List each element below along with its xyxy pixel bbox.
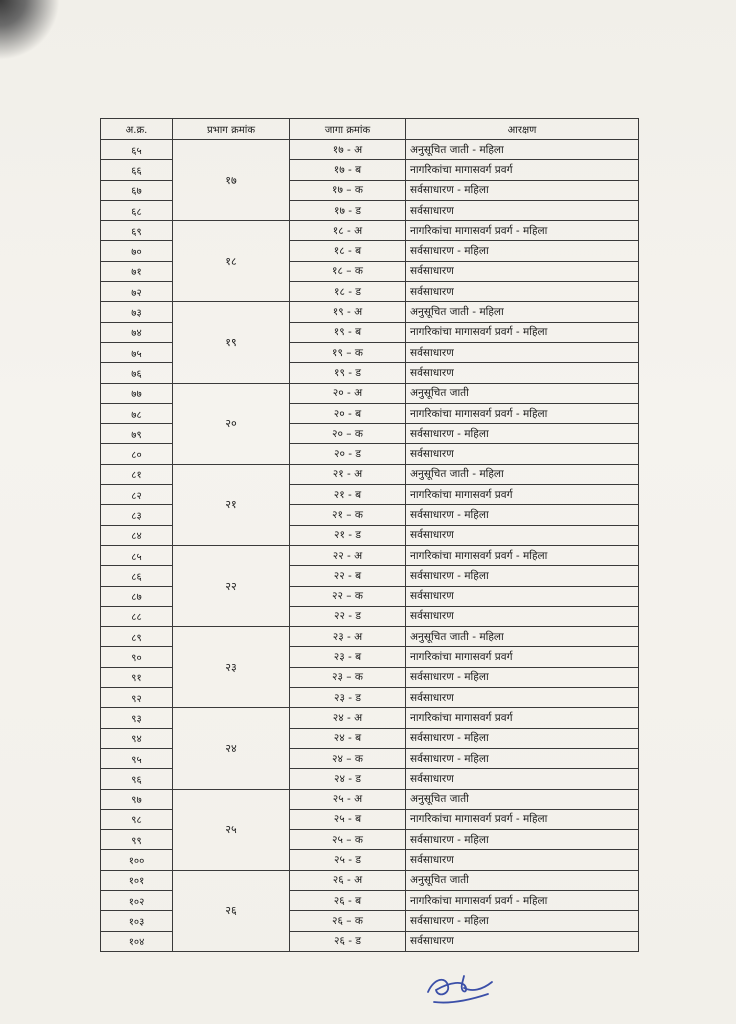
seat-number-cell: २१ – क [290, 505, 406, 525]
seat-number-cell: २० – क [290, 424, 406, 444]
ward-number-cell: १७ [173, 140, 290, 221]
reservation-category-cell: अनुसूचित जाती - महिला [406, 627, 639, 647]
serial-number-cell: ७७ [101, 383, 173, 403]
reservation-table [100, 118, 639, 952]
reservation-category-cell: सर्वसाधारण [406, 200, 639, 220]
seat-number-cell: २५ - ब [290, 809, 406, 829]
seat-number-cell: २६ - ब [290, 890, 406, 910]
serial-number-cell: ७५ [101, 342, 173, 362]
header-serial: अ.क्र. [101, 119, 173, 140]
table-row [101, 708, 639, 728]
serial-number-cell: ८१ [101, 464, 173, 484]
reservation-category-cell: अनुसूचित जाती [406, 870, 639, 890]
seat-number-cell: २० - ड [290, 444, 406, 464]
seat-number-cell: १९ – क [290, 342, 406, 362]
reservation-category-cell: अनुसूचित जाती - महिला [406, 464, 639, 484]
serial-number-cell: ८३ [101, 505, 173, 525]
serial-number-cell: ९४ [101, 728, 173, 748]
seat-number-cell: २२ - अ [290, 545, 406, 565]
ward-number-cell: १९ [173, 302, 290, 383]
reservation-category-cell: नागरिकांचा मागासवर्ग प्रवर्ग - महिला [406, 322, 639, 342]
reservation-category-cell: सर्वसाधारण - महिला [406, 180, 639, 200]
seat-number-cell: १८ – क [290, 261, 406, 281]
signature-mark [420, 968, 500, 1008]
reservation-category-cell: सर्वसाधारण [406, 282, 639, 302]
reservation-category-cell: अनुसूचित जाती - महिला [406, 140, 639, 160]
serial-number-cell: ७३ [101, 302, 173, 322]
header-reservation: आरक्षण [406, 119, 639, 140]
reservation-category-cell: नागरिकांचा मागासवर्ग प्रवर्ग - महिला [406, 890, 639, 910]
reservation-category-cell: सर्वसाधारण [406, 342, 639, 362]
seat-number-cell: २१ - अ [290, 464, 406, 484]
seat-number-cell: २३ - ड [290, 688, 406, 708]
serial-number-cell: ७१ [101, 261, 173, 281]
serial-number-cell: १०१ [101, 870, 173, 890]
serial-number-cell: ७० [101, 241, 173, 261]
table-row [101, 221, 639, 241]
serial-number-cell: ६९ [101, 221, 173, 241]
reservation-category-cell: सर्वसाधारण - महिला [406, 728, 639, 748]
serial-number-cell: ८२ [101, 485, 173, 505]
reservation-category-cell: अनुसूचित जाती [406, 789, 639, 809]
seat-number-cell: २१ - ड [290, 525, 406, 545]
header-seat: जागा क्रमांक [290, 119, 406, 140]
serial-number-cell: ९० [101, 647, 173, 667]
seat-number-cell: २२ - ड [290, 606, 406, 626]
serial-number-cell: ९८ [101, 809, 173, 829]
seat-number-cell: २० - अ [290, 383, 406, 403]
seat-number-cell: १७ - ब [290, 160, 406, 180]
reservation-category-cell: सर्वसाधारण - महिला [406, 424, 639, 444]
reservation-category-cell: सर्वसाधारण - महिला [406, 830, 639, 850]
seat-number-cell: २१ - ब [290, 485, 406, 505]
seat-number-cell: २२ – क [290, 586, 406, 606]
reservation-category-cell: सर्वसाधारण - महिला [406, 667, 639, 687]
table-row [101, 302, 639, 322]
serial-number-cell: १०४ [101, 931, 173, 951]
serial-number-cell: ९७ [101, 789, 173, 809]
serial-number-cell: १०० [101, 850, 173, 870]
seat-number-cell: १९ - अ [290, 302, 406, 322]
ward-number-cell: २३ [173, 627, 290, 708]
reservation-category-cell: नागरिकांचा मागासवर्ग प्रवर्ग - महिला [406, 221, 639, 241]
ward-number-cell: २२ [173, 545, 290, 626]
reservation-category-cell: नागरिकांचा मागासवर्ग प्रवर्ग - महिला [406, 545, 639, 565]
reservation-category-cell: सर्वसाधारण [406, 586, 639, 606]
table-row [101, 545, 639, 565]
seat-number-cell: २५ - ड [290, 850, 406, 870]
serial-number-cell: ८९ [101, 627, 173, 647]
seat-number-cell: १७ - अ [290, 140, 406, 160]
reservation-category-cell: सर्वसाधारण [406, 444, 639, 464]
serial-number-cell: ८४ [101, 525, 173, 545]
serial-number-cell: ९१ [101, 667, 173, 687]
seat-number-cell: १८ - अ [290, 221, 406, 241]
seat-number-cell: १८ - ब [290, 241, 406, 261]
seat-number-cell: २४ – क [290, 748, 406, 768]
ward-number-cell: २६ [173, 870, 290, 951]
ward-number-cell: २४ [173, 708, 290, 789]
serial-number-cell: ९३ [101, 708, 173, 728]
reservation-category-cell: सर्वसाधारण - महिला [406, 566, 639, 586]
reservation-category-cell: सर्वसाधारण - महिला [406, 505, 639, 525]
reservation-category-cell: सर्वसाधारण [406, 525, 639, 545]
ward-number-cell: २० [173, 383, 290, 464]
serial-number-cell: ७८ [101, 403, 173, 423]
table-row [101, 627, 639, 647]
reservation-category-cell: नागरिकांचा मागासवर्ग प्रवर्ग [406, 647, 639, 667]
seat-number-cell: २६ – क [290, 911, 406, 931]
table-row [101, 140, 639, 160]
reservation-category-cell: सर्वसाधारण [406, 688, 639, 708]
seat-number-cell: २५ – क [290, 830, 406, 850]
reservation-category-cell: नागरिकांचा मागासवर्ग प्रवर्ग [406, 708, 639, 728]
serial-number-cell: ९५ [101, 748, 173, 768]
reservation-category-cell: सर्वसाधारण [406, 261, 639, 281]
table-header-row [101, 119, 639, 140]
serial-number-cell: ९२ [101, 688, 173, 708]
serial-number-cell: ८८ [101, 606, 173, 626]
serial-number-cell: ७६ [101, 363, 173, 383]
seat-number-cell: २२ - ब [290, 566, 406, 586]
seat-number-cell: २० - ब [290, 403, 406, 423]
table-row [101, 383, 639, 403]
reservation-category-cell: नागरिकांचा मागासवर्ग प्रवर्ग - महिला [406, 403, 639, 423]
serial-number-cell: ८६ [101, 566, 173, 586]
serial-number-cell: ६६ [101, 160, 173, 180]
serial-number-cell: ६५ [101, 140, 173, 160]
serial-number-cell: ६८ [101, 200, 173, 220]
reservation-category-cell: सर्वसाधारण - महिला [406, 911, 639, 931]
serial-number-cell: ७९ [101, 424, 173, 444]
reservation-category-cell: नागरिकांचा मागासवर्ग प्रवर्ग - महिला [406, 809, 639, 829]
table-row [101, 464, 639, 484]
reservation-category-cell: अनुसूचित जाती - महिला [406, 302, 639, 322]
serial-number-cell: १०३ [101, 911, 173, 931]
serial-number-cell: ८७ [101, 586, 173, 606]
seat-number-cell: २४ - अ [290, 708, 406, 728]
reservation-category-cell: सर्वसाधारण [406, 606, 639, 626]
scan-corner-shadow [0, 0, 60, 60]
reservation-category-cell: नागरिकांचा मागासवर्ग प्रवर्ग [406, 160, 639, 180]
table-row [101, 789, 639, 809]
seat-number-cell: १९ - ब [290, 322, 406, 342]
ward-number-cell: २१ [173, 464, 290, 545]
serial-number-cell: ६७ [101, 180, 173, 200]
seat-number-cell: २४ - ब [290, 728, 406, 748]
serial-number-cell: ८५ [101, 545, 173, 565]
header-ward: प्रभाग क्रमांक [173, 119, 290, 140]
serial-number-cell: ९६ [101, 769, 173, 789]
reservation-category-cell: सर्वसाधारण [406, 769, 639, 789]
seat-number-cell: २३ – क [290, 667, 406, 687]
seat-number-cell: २६ - अ [290, 870, 406, 890]
reservation-category-cell: सर्वसाधारण [406, 363, 639, 383]
seat-number-cell: १७ – क [290, 180, 406, 200]
reservation-category-cell: सर्वसाधारण [406, 931, 639, 951]
reservation-category-cell: नागरिकांचा मागासवर्ग प्रवर्ग [406, 485, 639, 505]
reservation-category-cell: सर्वसाधारण - महिला [406, 748, 639, 768]
seat-number-cell: २६ - ड [290, 931, 406, 951]
serial-number-cell: ८० [101, 444, 173, 464]
reservation-category-cell: सर्वसाधारण [406, 850, 639, 870]
reservation-category-cell: सर्वसाधारण - महिला [406, 241, 639, 261]
seat-number-cell: २३ - अ [290, 627, 406, 647]
table-body [101, 140, 639, 952]
table-row [101, 870, 639, 890]
serial-number-cell: ७४ [101, 322, 173, 342]
seat-number-cell: १९ - ड [290, 363, 406, 383]
serial-number-cell: १०२ [101, 890, 173, 910]
serial-number-cell: ७२ [101, 282, 173, 302]
ward-number-cell: १८ [173, 221, 290, 302]
serial-number-cell: ९९ [101, 830, 173, 850]
seat-number-cell: २५ - अ [290, 789, 406, 809]
seat-number-cell: २३ - ब [290, 647, 406, 667]
ward-number-cell: २५ [173, 789, 290, 870]
seat-number-cell: १७ - ड [290, 200, 406, 220]
seat-number-cell: १८ - ड [290, 282, 406, 302]
reservation-category-cell: अनुसूचित जाती [406, 383, 639, 403]
seat-number-cell: २४ - ड [290, 769, 406, 789]
